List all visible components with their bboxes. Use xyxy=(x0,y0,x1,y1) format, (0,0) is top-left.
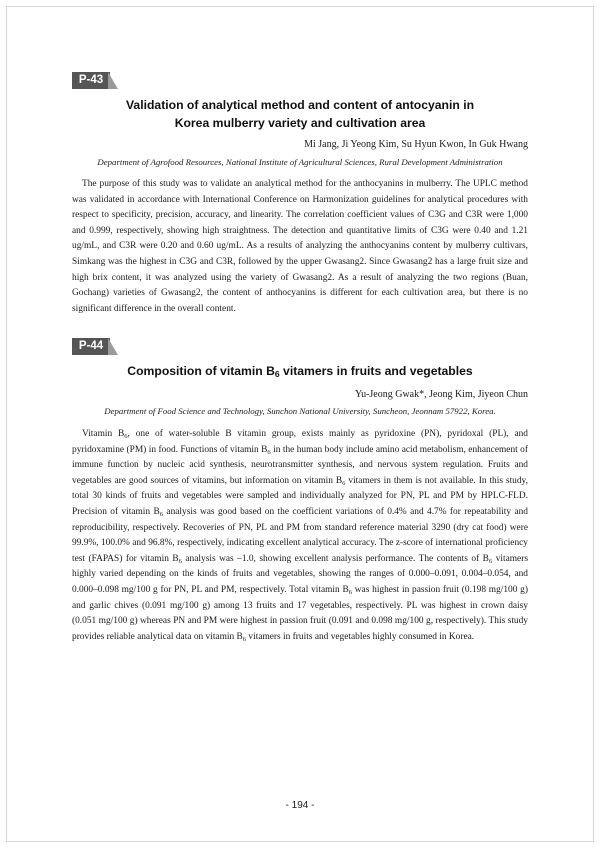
p44-abstract-text: was highest in passion fruit (0.198 mg/100 g) and garlic chives (0.091 mg/100 g) among 13 fruits and 17 vegetables, respectively. PL was highest in crown daisy (0.051 mg/100 g) whereas PN and PM were highest in passion fruit (0.091 and 0.098 mg/100 g, respectively). This study provides reliable analytical data on vitamin B xyxy=(72,584,528,642)
p43-authors: Mi Jang, Ji Yeong Kim, Su Hyun Kwon, In Guk Hwang xyxy=(304,139,528,150)
p44-badge xyxy=(72,338,118,355)
p44-abstract-text: , one of water-soluble B vitamin group, exists mainly as pyridoxine (PN), pyridoxal (PL), and pyridoxamine (PM) in food. Functions of vitamin B xyxy=(72,429,528,455)
p44-abstract-text: vitamers highly varied depending on the kinds of fruits and vegetables, showing the ranges of 0.000–0.091, 0.004–0.054, and 0.000–0.098 mg/100 g for PN, PL and PM, respectively. Total vitamin B xyxy=(72,553,528,595)
p43-title xyxy=(60,96,540,132)
p44-title xyxy=(60,362,540,380)
p43-title-line1: Validation of analytical method and content of antocyanin in xyxy=(125,98,475,112)
p44-abstract-text: Vitamin B xyxy=(82,429,125,439)
p44-abstract-subscript: 6 xyxy=(178,557,182,565)
page-number: - 194 - xyxy=(285,800,315,811)
p44-badge-label: P-44 xyxy=(78,340,104,352)
p44-authors: Yu-Jeong Gwak*, Jeong Kim, Jiyeon Chun xyxy=(354,389,528,400)
p44-abstract-text: in the human body include amino acid metabolism, enhancement of immune function by nucleic acid synthesis, neurotransmitter synthesis, and nervous system regulation. Fruits and vegetables are good sources of vitamins, but information on vitamin B xyxy=(72,444,528,486)
p44-abstract-subscript: 6 xyxy=(488,557,493,565)
p44-abstract-subscript: 6 xyxy=(124,433,128,440)
p44-abstract-text: vitamers in fruits and vegetables highly consumed in Korea. xyxy=(246,631,475,642)
p44-abstract-text: vitamers in them is not available. In this study, total 30 kinds of fruits and vegetables were sampled and individually analyzed for PN, PL and PM by HPLC-FLD. Precision of vitamin B xyxy=(72,475,528,517)
p44-abstract-subscript: 6 xyxy=(242,635,247,643)
p43-affiliation: Department of Agrofood Resources, National Institute of Agricultural Sciences, Rural Development Administration xyxy=(97,157,503,167)
p43-badge-label: P-43 xyxy=(78,74,104,86)
p43-badge xyxy=(72,72,118,89)
p44-abstract-text: analysis was –1.0, showing excellent analysis performance. The contents of B xyxy=(181,553,489,564)
p44-title-pre: Composition of vitamin B xyxy=(127,364,275,378)
p44-abstract xyxy=(72,427,528,645)
p44-abstract-subscript: 6 xyxy=(342,479,346,487)
p44-abstract-text: analysis was good based on the coefficient variations of 0.4% and 4.7% for repeatability and reproducibility, respectively. Recoveries of PN, PL and PM from standard reference material 3290 (dry cat food) were 99.9%, 100.0% and 96.8%, respectively, indicating excellent analytical accuracy. The z-score of international proficiency test (FAPAS) for vitamin B xyxy=(72,506,528,564)
p44-abstract-subscript: 6 xyxy=(267,448,271,456)
p43-abstract-text: The purpose of this study was to validate an analytical method for the anthocyanins in mulberry. The UPLC method was validated in accordance with International Conference on Harmonization guidelines for analytical procedures with respect to specificity, precision, accuracy, and linearity. The correlation coefficient values of C3G and C3R were 1,000 and 0.999, respectively, showing high straightness. The detection and quantitative limits of C3G were 0.40 and 1.21 ug/mL, and C3R were 0.20 and 0.60 ug/mL. As a results of analyzing the anthocyanins content by mulberry cultivars, Simkang was the highest in C3G and C3R, followed by the upper Gwasang2. Since Gwasang2 has a large fruit size and high brix content, it was analyzed using the variety of Gwasang2. As a result of analyzing the two regions (Buan, Gochang) varieties of Gwasang2, the content of anthocyanins is different for each cultivation area, but there is no significant difference in the overall content. xyxy=(72,179,528,314)
p44-title-post: vitamers in fruits and vegetables xyxy=(279,364,473,378)
p43-abstract xyxy=(72,177,528,317)
p44-abstract-subscript: 6 xyxy=(348,588,353,596)
p44-title-sub: 6 xyxy=(274,369,280,379)
p44-abstract-subscript: 6 xyxy=(159,510,164,518)
p43-title-line2: Korea mulberry variety and cultivation area xyxy=(174,116,426,130)
p44-affiliation: Department of Food Science and Technology, Sunchon National University, Suncheon, Jeonnam 57922, Korea. xyxy=(104,406,496,416)
